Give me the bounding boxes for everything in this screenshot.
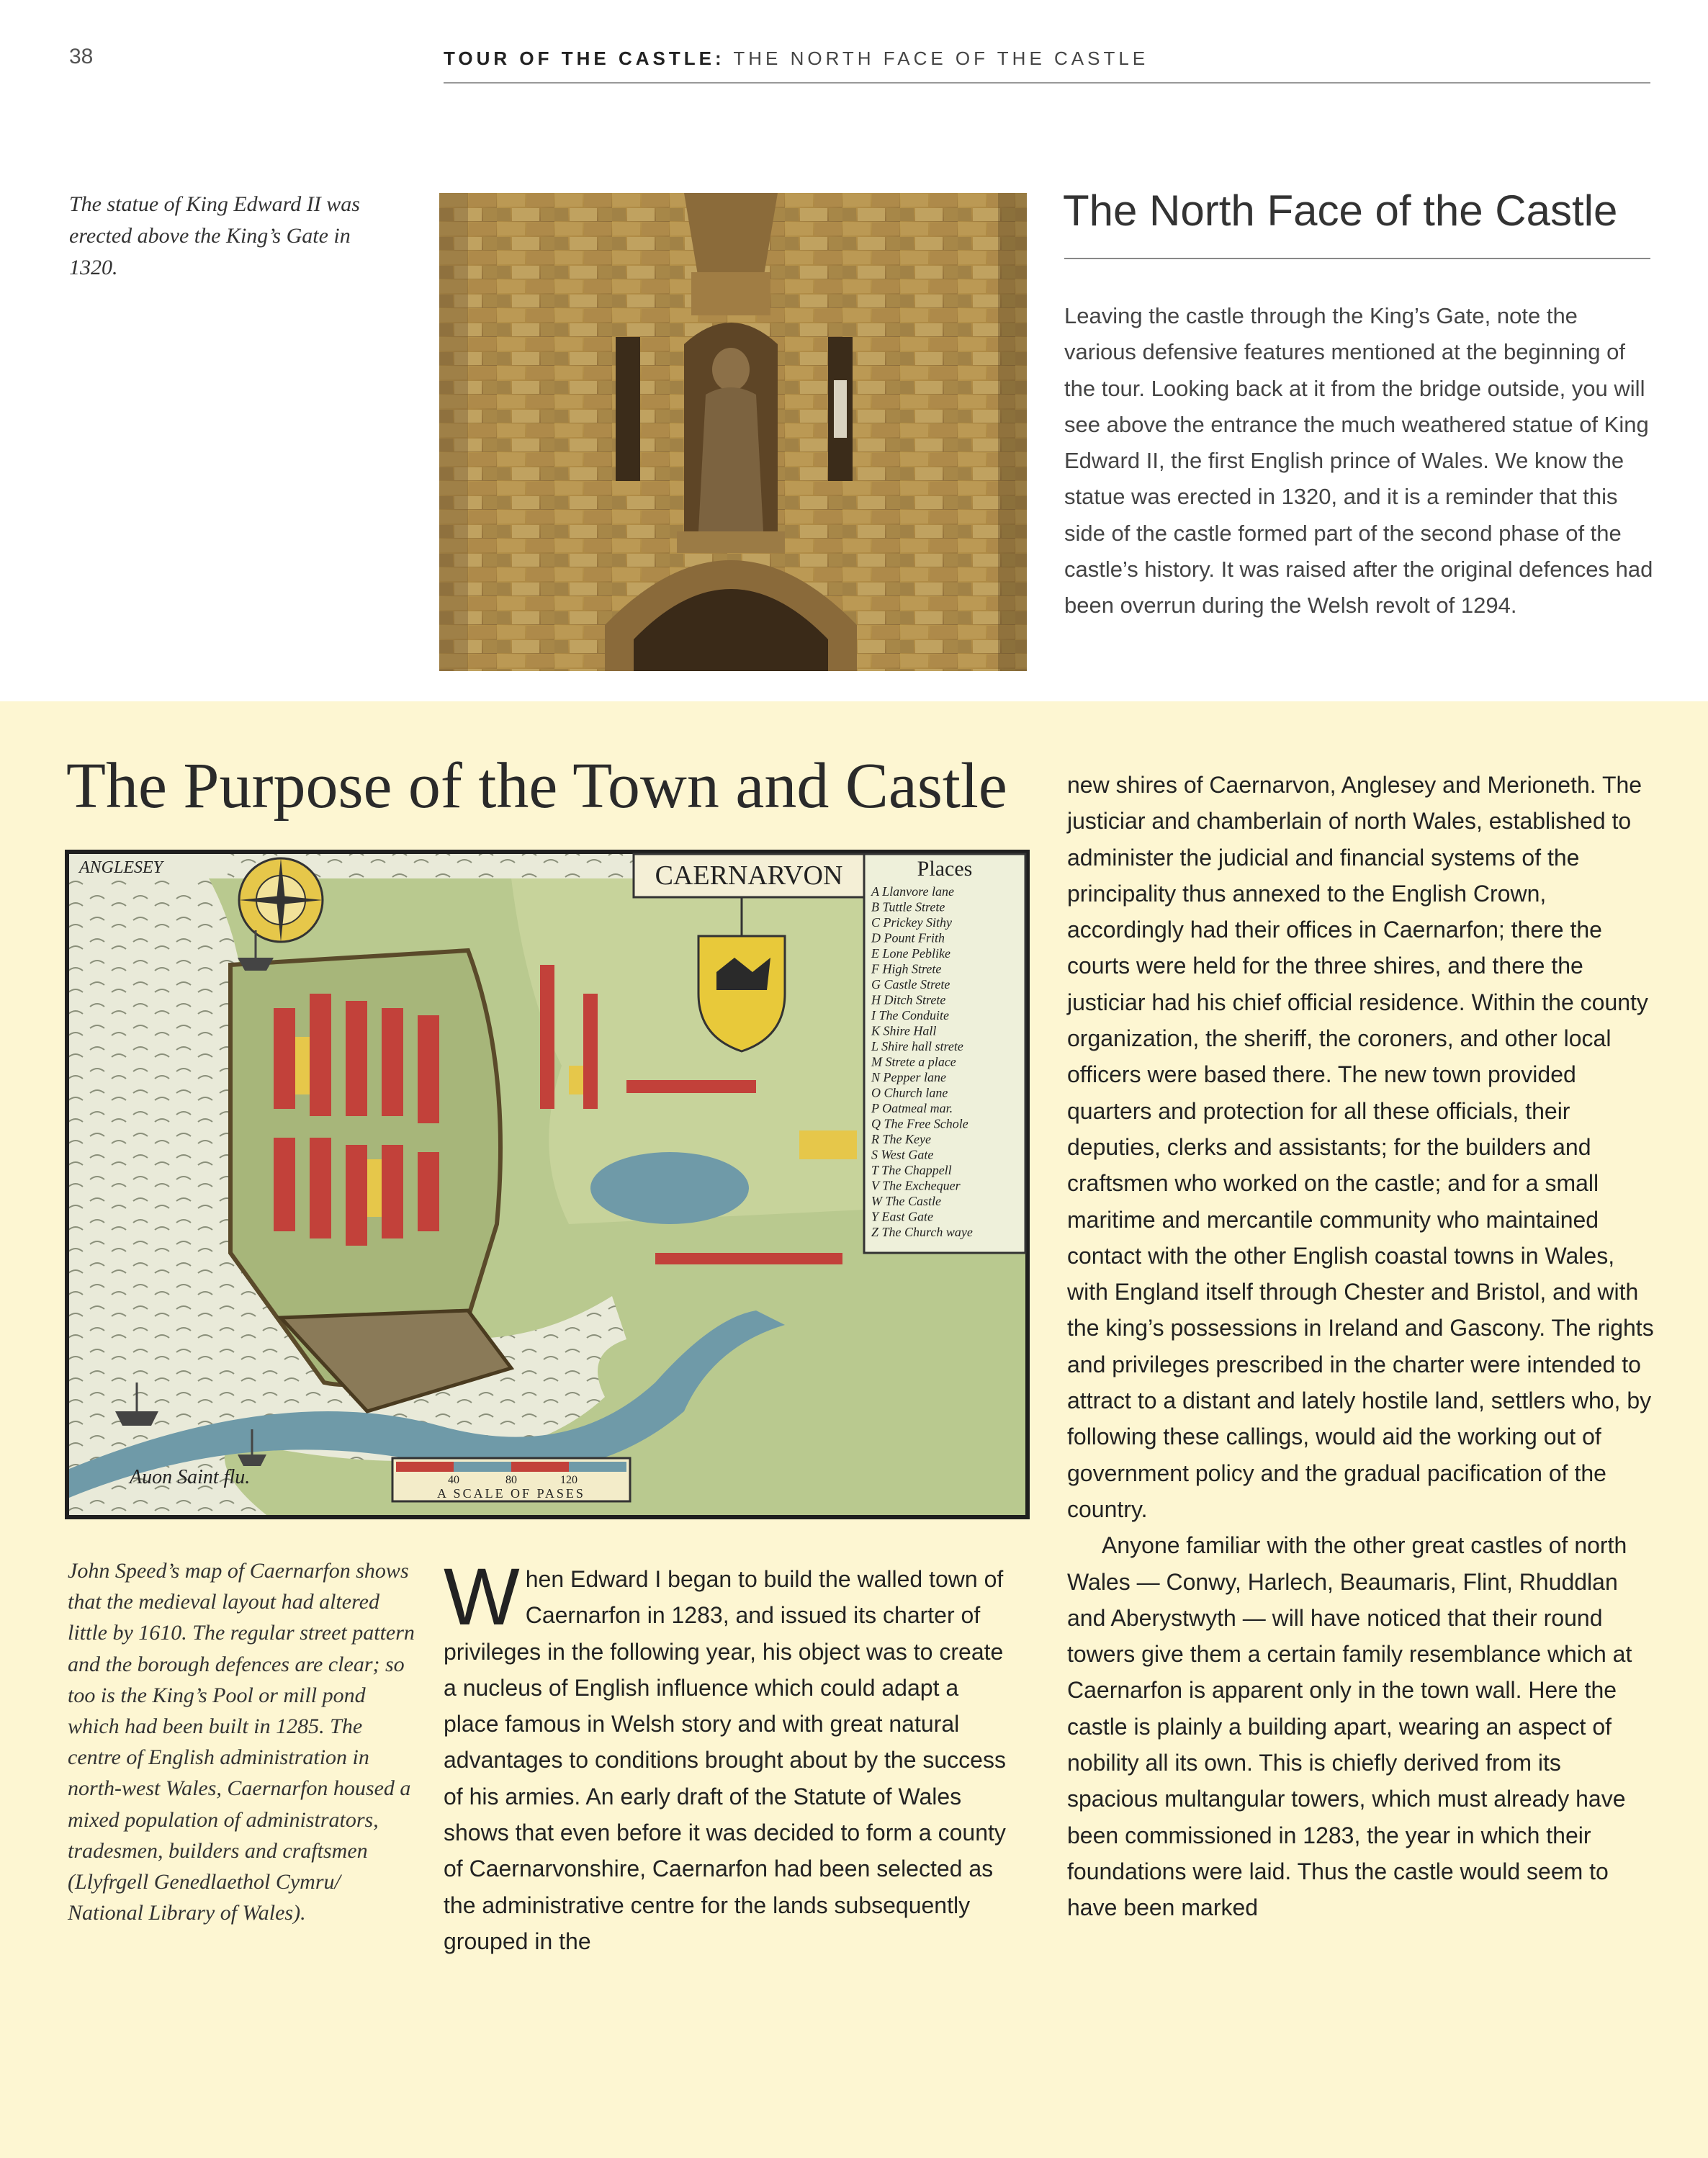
map-anglesey-label: ANGLESEY bbox=[79, 858, 163, 877]
map-legend-item: R The Keye bbox=[871, 1132, 931, 1146]
map-caption: John Speed’s map of Caernarfon shows that the medieval layout had altered little by 1610. The regular street pattern and the borough defences are clear; so too is the King’s Pool or mill pond which had been built in 1285. The centre of English administration in north-west Wales, Caernarfon housed a mixed population of administrators, tradesmen, builders and craftsmen (Llyfrgell Genedlaethol Cymru/ National Library of Wales). bbox=[68, 1559, 415, 1925]
purpose-title: The Purpose of the Town and Castle bbox=[66, 750, 1007, 822]
purpose-text-1: hen Edward I began to build the walled town of Caernarfon in 1283, and issued its charter of privileges in the following year, his object was to create a nucleus of English influence which could adapt a place famous in Welsh story and with great natural advantages to conditions brought about by the success of his armies. An early draft of the Statute of Wales shows that even before it was decided to form a county of Caernarvonshire, Caernarfon had been selected as the administrative centre for the lands subsequently grouped in the bbox=[444, 1566, 1006, 1954]
north-face-body: Leaving the castle through the King’s Gate, note the various defensive features mentioned at the beginning of the tour. Looking back at it from the bridge outside, you will see above the entrance the much weathered statue of King Edward II, the first English prince of Wales. We know the statue was erected in 1320, and it is a reminder that this side of the castle formed part of the second phase of the castle’s history. It was raised after the original defences had been overrun during the Welsh revolt of 1294. bbox=[1064, 303, 1653, 619]
map-legend-item: Q The Free Schole bbox=[871, 1116, 968, 1131]
map-legend-item: A Llanvore lane bbox=[871, 884, 954, 899]
show-through-text bbox=[86, 518, 403, 550]
purpose-column-1 bbox=[444, 1552, 1020, 1959]
title-rule bbox=[1064, 258, 1650, 259]
map-legend-item: T The Chappell bbox=[871, 1163, 952, 1177]
drop-cap: W bbox=[444, 1552, 520, 1642]
running-head-section: TOUR OF THE CASTLE: bbox=[444, 48, 725, 69]
header-rule bbox=[444, 82, 1650, 84]
statue-caption: The statue of King Edward II was erected above the King’s Gate in 1320. bbox=[69, 192, 360, 279]
scale-tick-2: 80 bbox=[505, 1474, 517, 1486]
scale-label: A SCALE OF PASES bbox=[437, 1486, 585, 1501]
map-legend-item: O Church lane bbox=[871, 1085, 948, 1100]
map-legend-item: D Pount Frith bbox=[871, 930, 945, 945]
map-legend-title: Places bbox=[917, 857, 973, 881]
map-legend-item: H Ditch Strete bbox=[871, 992, 946, 1007]
map-legend-item: W The Castle bbox=[871, 1194, 941, 1208]
map-legend-item: Y East Gate bbox=[871, 1209, 934, 1224]
map-legend-item: N Pepper lane bbox=[871, 1070, 946, 1084]
map-legend-item: K Shire Hall bbox=[871, 1023, 937, 1038]
purpose-text-2: new shires of Caernarvon, Anglesey and Merioneth. The justiciar and chamberlain of north Wales, established to administer the judicial and financial systems of the principality thus annexed to the English Crown, accordingly had their offices in Caernarfon; there the courts were held for the three shires, and there the justiciar had his chief official residence. Within the county organization, the sheriff, the coroners, and other local officers were based there. The new town provided quarters and protection for all these officials, their deputies, clerks and assistants; for the builders and craftsmen who worked on the castle; and for a small maritime and mercantile community who maintained contact with the other English coastal towns in Wales, with England itself through Chester and Bristol, and with the king’s possessions in Ireland and Gascony. The rights and privileges prescribed in the charter were intended to attract to a distant and lately hostile land, settlers who, by following these callings, would aid the working out of government policy and the gradual pacification of the country. bbox=[1067, 772, 1654, 1522]
purpose-column-2 bbox=[1067, 767, 1658, 1926]
running-head-title: THE NORTH FACE OF THE CASTLE bbox=[733, 48, 1149, 69]
map-legend-item: M Strete a place bbox=[871, 1054, 956, 1069]
map-legend-item: L Shire hall strete bbox=[871, 1039, 963, 1053]
map-river-label: Auon Saint flu. bbox=[130, 1466, 251, 1488]
map-legend-item: S West Gate bbox=[871, 1147, 934, 1162]
map-legend-item: F High Strete bbox=[871, 961, 942, 976]
map-legend-item: I The Conduite bbox=[871, 1008, 949, 1022]
map-title: CAERNARVON bbox=[655, 860, 843, 891]
map-legend-item: G Castle Strete bbox=[871, 977, 950, 992]
running-head bbox=[444, 48, 1149, 70]
map-legend-item: P Oatmeal mar. bbox=[871, 1101, 953, 1115]
page-number: 38 bbox=[69, 45, 94, 68]
statue-photo bbox=[439, 193, 1027, 671]
map-legend-item: Z The Church waye bbox=[871, 1225, 973, 1239]
map-legend-item: C Prickey Sithy bbox=[871, 915, 952, 930]
map-legend-item: B Tuttle Strete bbox=[871, 899, 945, 914]
map-legend-item: V The Exchequer bbox=[871, 1178, 961, 1193]
scale-tick-1: 40 bbox=[448, 1474, 459, 1486]
map-legend-item: E Lone Peblike bbox=[871, 946, 950, 961]
north-face-title: The North Face of the Castle bbox=[1063, 186, 1618, 235]
speed-map-figure bbox=[65, 850, 1030, 1519]
purpose-text-3: Anyone familiar with the other great castles of north Wales — Conwy, Harlech, Beaumaris, Flint, Rhuddlan and Aberystwyth — will have noticed that their round towers give them a certain family resemblance which at Caernarfon is apparent only in the town wall. Here the castle is plainly a building apart, wearing an aspect of nobility all its own. This is chiefly derived from its spacious multangular towers, which must already have been commissioned in 1283, the year in which their foundations were laid. Thus the castle would seem to have been marked bbox=[1067, 1532, 1632, 1921]
scale-tick-3: 120 bbox=[560, 1474, 577, 1486]
